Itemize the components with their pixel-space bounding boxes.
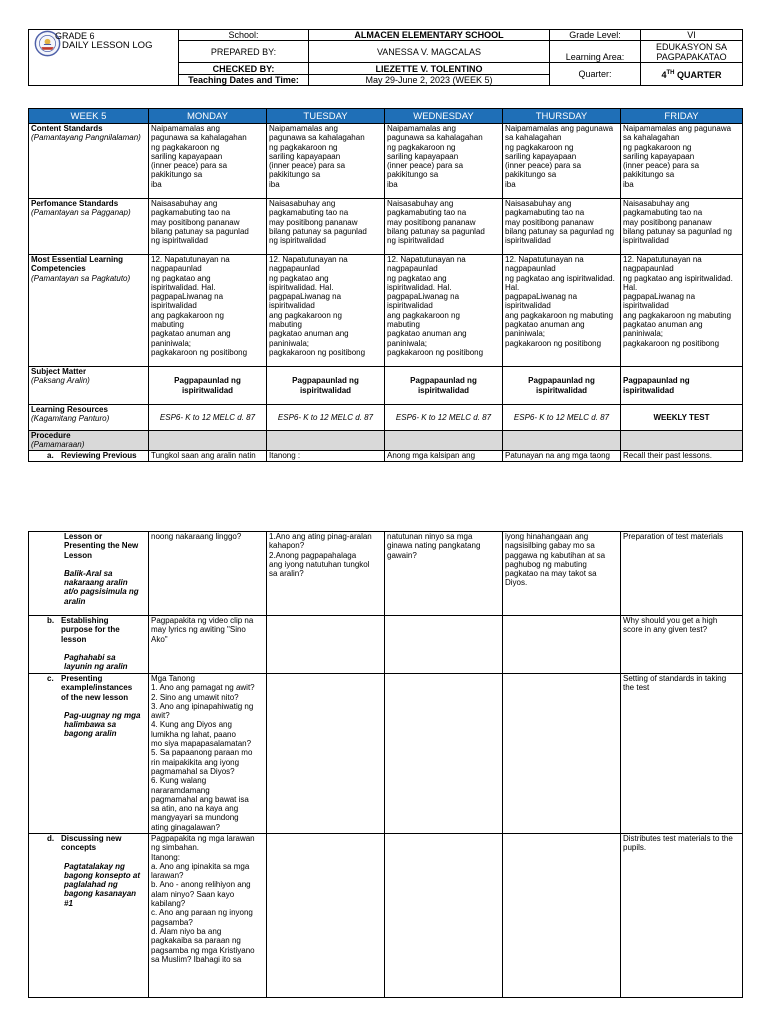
performance-standards-row bbox=[29, 199, 743, 255]
table-cell: Pagpapaunlad ng ispiritwalidad bbox=[503, 367, 621, 405]
learning-area-label: Learning Area: bbox=[550, 41, 641, 63]
table-cell: Naipamamalas ang pagunawa sa kahalagahan ng pagkakaroon ng sariling kapayapaan (inner peace) para sa pakikitungo sa iba bbox=[267, 124, 385, 199]
presenting-examples-row bbox=[29, 674, 743, 834]
table-cell: Recall their past lessons. bbox=[621, 451, 743, 462]
tuesday-header: TUESDAY bbox=[267, 109, 385, 124]
table-cell: 12. Napatutunayan na nagpapaunlad ng pagkatao ang ispiritwalidad. Hal. pagpapaLiwanag na ispiritwalidad ang pagkakaroon ng mabuting pagkatao anuman ang paniniwala; pagkakaroon ng positibong bbox=[149, 255, 267, 367]
table-cell: Anong mga kalsipan ang bbox=[385, 451, 503, 462]
table-cell: Mga Tanong 1. Ano ang pamagat ng awit? 2. Sino ang umawit nito? 3. Ano ang ipinapahiwatig ng awit? 4. Kung ang Diyos ang lumikha ng lahat, paano mo siya mapapasalamatan? 5. Sa papaanong paraan mo rin maipakikita ang iyong pagmamahal sa Diyos? 6. Kung walang nararamdamang pagmamahal ang bawat isa sa atin, ano na kaya ang mangyayari sa mundong ating ginagalawan? bbox=[149, 674, 267, 834]
table-cell: WEEKLY TEST bbox=[621, 405, 743, 431]
table-cell: 12. Napatutunayan na nagpapaunlad ng pagkatao ang ispiritwalidad. Hal. pagpapaLiwanag na ispiritwalidad ang pagkakaroon ng mabuting pagkatao anuman ang paniniwala; pagkakaroon ng positibong bbox=[503, 255, 621, 367]
reviewing-row-top bbox=[29, 451, 743, 462]
quarter-value: 4TH QUARTER bbox=[641, 63, 743, 86]
table-cell: Setting of standards in taking the test bbox=[621, 674, 743, 834]
table-cell: 12. Napatutunayan na nagpapaunlad ng pagkatao ang ispiritwalidad. Hal. pagpapaLiwanag na ispiritwalidad ang pagkakaroon ng mabuting pagkatao anuman ang paniniwala; pagkakaroon ng positibong bbox=[267, 255, 385, 367]
table-cell: ESP6- K to 12 MELC d. 87 bbox=[503, 405, 621, 431]
table-cell: Patunayan na ang mga taong bbox=[503, 451, 621, 462]
table-cell: ESP6- K to 12 MELC d. 87 bbox=[149, 405, 267, 431]
table-cell: noong nakaraang linggo? bbox=[149, 532, 267, 616]
table-cell: iyong hinahangaan ang nagsisilbing gabay mo sa paggawa ng kabutihan at sa paghubog ng mabuting pagkatao na may takot sa Diyos. bbox=[503, 532, 621, 616]
table-cell: Naipamamalas ang pagunawa sa kahalagahan ng pagkakaroon ng sariling kapayapaan (inner peace) para sa pakikitungo sa iba bbox=[621, 124, 743, 199]
prepared-value: VANESSA V. MAGCALAS bbox=[309, 41, 550, 63]
grade-title: GRADE 6 bbox=[55, 31, 95, 41]
table-cell bbox=[385, 616, 503, 674]
table-cell: natutunan ninyo sa mga ginawa nating pangkatang gawain? bbox=[385, 532, 503, 616]
table-cell: Naipamamalas ang pagunawa sa kahalagahan ng pagkakaroon ng sariling kapayapaan (inner peace) para sa pakikitungo sa iba bbox=[503, 124, 621, 199]
table-cell: Tungkol saan ang aralin natin bbox=[149, 451, 267, 462]
thursday-header: THURSDAY bbox=[503, 109, 621, 124]
quarter-label: Quarter: bbox=[550, 63, 641, 86]
table-cell: Pagpapaunlad ng ispiritwalidad bbox=[267, 367, 385, 405]
row-label: Subject Matter (Paksang Aralin) bbox=[29, 367, 149, 405]
reviewing-row-bottom bbox=[29, 532, 743, 616]
dates-value: May 29-June 2, 2023 (WEEK 5) bbox=[309, 75, 550, 86]
row-label: d. Discussing new concepts Pagtatalakay ng bagong konsepto at paglalahad ng bagong kasanayan #1 bbox=[29, 834, 149, 998]
table-cell: Preparation of test materials bbox=[621, 532, 743, 616]
row-label: Procedure (Pamamaraan) bbox=[29, 431, 149, 451]
subject-matter-row bbox=[29, 367, 743, 405]
table-cell bbox=[503, 674, 621, 834]
title-cell bbox=[29, 30, 179, 86]
checked-label: CHECKED BY: bbox=[179, 63, 309, 75]
table-cell: 1.Ano ang ating pinag-aralan kahapon? 2.Anong pagpapahalaga ang iyong natutuhan tungkol sa aralin? bbox=[267, 532, 385, 616]
dates-label: Teaching Dates and Time: bbox=[179, 75, 309, 86]
grade-level-label: Grade Level: bbox=[550, 30, 641, 41]
table-cell bbox=[503, 834, 621, 998]
checked-value: LIEZETTE V. TOLENTINO bbox=[309, 63, 550, 75]
row-label: c. Presenting example/instances of the new lesson Pag-uugnay ng mga halimbawa sa bagong aralin bbox=[29, 674, 149, 834]
table-cell bbox=[385, 834, 503, 998]
table-cell: Pagpapakita ng video clip na may lyrics ng awiting "Sino Ako" bbox=[149, 616, 267, 674]
table-cell: Naipamamalas ang pagunawa sa kahalagahan ng pagkakaroon ng sariling kapayapaan (inner peace) para sa pakikitungo sa iba bbox=[149, 124, 267, 199]
document-title: DAILY LESSON LOG bbox=[62, 40, 153, 51]
table-cell: 12. Napatutunayan na nagpapaunlad ng pagkatao ang ispiritwalidad. Hal. pagpapaLiwanag na ispiritwalidad ang pagkakaroon ng mabuting pagkatao anuman ang paniniwala; pagkakaroon ng positibong bbox=[621, 255, 743, 367]
wednesday-header: WEDNESDAY bbox=[385, 109, 503, 124]
table-cell: 12. Napatutunayan na nagpapaunlad ng pagkatao ang ispiritwalidad. Hal. pagpapaLiwanag na ispiritwalidad ang pagkakaroon ng mabuting pagkatao anuman ang paniniwala; pagkakaroon ng positibong bbox=[385, 255, 503, 367]
table-cell bbox=[267, 431, 385, 451]
table-cell: Naisasabuhay ang pagkamabuting tao na may positibong pananaw bilang patunay sa pagunlad ng ispiritwalidad bbox=[503, 199, 621, 255]
table-cell bbox=[621, 431, 743, 451]
day-header-row bbox=[29, 109, 743, 124]
table-cell: Naisasabuhay ang pagkamabuting tao na may positibong pananaw bilang patunay sa pagunlad ng ispiritwalidad bbox=[267, 199, 385, 255]
table-cell: Why should you get a high score in any given test? bbox=[621, 616, 743, 674]
row-label: Lesson or Presenting the New Lesson Balik-Aral sa nakaraang aralin at/o pagsisimula ng aralin bbox=[29, 532, 149, 616]
weekly-lesson-table bbox=[28, 108, 743, 462]
competencies-row bbox=[29, 255, 743, 367]
grade-level-value: VI bbox=[641, 30, 743, 41]
learning-resources-row bbox=[29, 405, 743, 431]
friday-header: FRIDAY bbox=[621, 109, 743, 124]
school-label: School: bbox=[179, 30, 309, 41]
learning-area-value: EDUKASYON SA PAGPAPAKATAO bbox=[641, 41, 743, 63]
week-header: WEEK 5 bbox=[29, 109, 149, 124]
table-cell: Pagpapaunlad ng ispiritwalidad bbox=[621, 367, 743, 405]
discussing-concepts-row bbox=[29, 834, 743, 998]
table-cell: Naisasabuhay ang pagkamabuting tao na may positibong pananaw bilang patunay sa pagunlad ng ispiritwalidad bbox=[621, 199, 743, 255]
table-cell: Distributes test materials to the pupils. bbox=[621, 834, 743, 998]
table-cell bbox=[503, 616, 621, 674]
procedure-row bbox=[29, 431, 743, 451]
table-cell: Itanong : bbox=[267, 451, 385, 462]
table-cell: Pagpapaunlad ng ispiritwalidad bbox=[385, 367, 503, 405]
table-cell: Naisasabuhay ang pagkamabuting tao na may positibong pananaw bilang patunay sa pagunlad ng ispiritwalidad bbox=[385, 199, 503, 255]
row-label: a. Reviewing Previous bbox=[29, 451, 149, 462]
header-table bbox=[28, 29, 743, 86]
table-cell bbox=[385, 431, 503, 451]
table-cell bbox=[149, 431, 267, 451]
row-label: Learning Resources (Kagamitang Panturo) bbox=[29, 405, 149, 431]
table-cell bbox=[385, 674, 503, 834]
content-standards-row bbox=[29, 124, 743, 199]
table-cell: ESP6- K to 12 MELC d. 87 bbox=[385, 405, 503, 431]
monday-header: MONDAY bbox=[149, 109, 267, 124]
row-label: b. Establishing purpose for the lesson Paghahabi sa layunin ng aralin bbox=[29, 616, 149, 674]
row-label: Perfomance Standards (Pamantayan sa Pagganap) bbox=[29, 199, 149, 255]
table-cell bbox=[503, 431, 621, 451]
prepared-label: PREPARED BY: bbox=[179, 41, 309, 63]
table-cell: Pagpapakita ng mga larawan ng simbahan. Itanong: a. Ano ang ipinakita sa mga larawan? b. Ano - anong relihiyon ang alam ninyo? Saan kayo kabilang? c. Ano ang paraan ng inyong pagsamba? d. Alam niyo ba ang pagkakaiba sa paraan ng pagsamba ng mga Kristiyano sa Muslim? Ibahagi ito sa bbox=[149, 834, 267, 998]
table-cell bbox=[267, 616, 385, 674]
table-cell bbox=[267, 674, 385, 834]
row-label: Content Standards (Pamantayang Pangnilalaman) bbox=[29, 124, 149, 199]
establishing-purpose-row bbox=[29, 616, 743, 674]
table-cell: Pagpapaunlad ng ispiritwalidad bbox=[149, 367, 267, 405]
table-cell: Naisasabuhay ang pagkamabuting tao na may positibong pananaw bilang patunay sa pagunlad ng ispiritwalidad bbox=[149, 199, 267, 255]
row-label: Most Essential Learning Competencies (Pamantayan sa Pagkatuto) bbox=[29, 255, 149, 367]
school-value: ALMACEN ELEMENTARY SCHOOL bbox=[309, 30, 550, 41]
table-cell: ESP6- K to 12 MELC d. 87 bbox=[267, 405, 385, 431]
weekly-lesson-table-continued bbox=[28, 531, 743, 998]
table-cell bbox=[267, 834, 385, 998]
table-cell: Naipamamalas ang pagunawa sa kahalagahan ng pagkakaroon ng sariling kapayapaan (inner peace) para sa pakikitungo sa iba bbox=[385, 124, 503, 199]
